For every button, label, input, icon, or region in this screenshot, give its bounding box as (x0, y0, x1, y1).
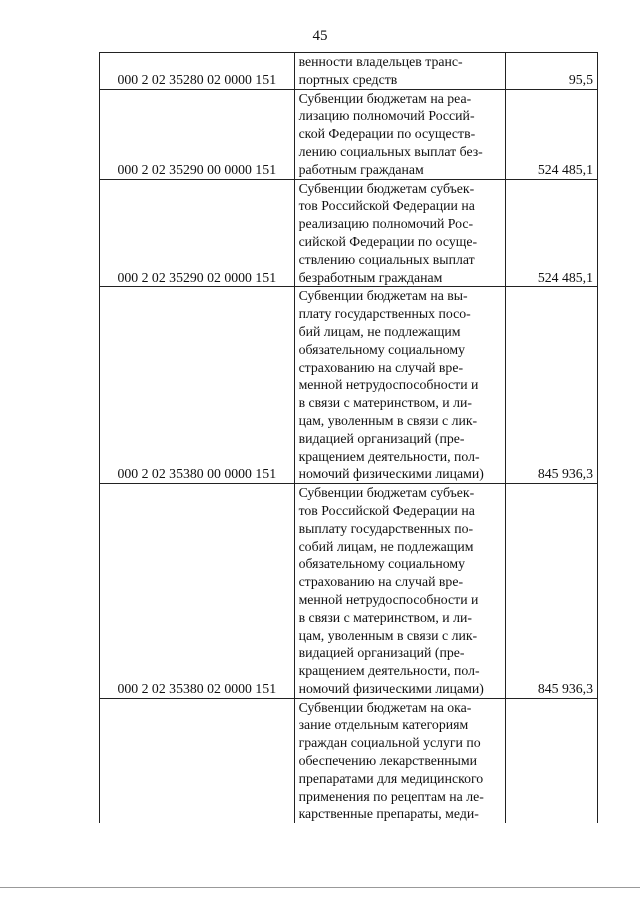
description-line: видацией организаций (пре- (298, 645, 465, 661)
description-line: тов Российской Федерации на (298, 198, 475, 214)
amount-cell: 524 485,1 (506, 179, 598, 287)
table-body (100, 53, 598, 824)
description-line: ствлению социальных выплат (298, 251, 475, 267)
description-line: обязательному социальному (298, 556, 465, 572)
classification-code-cell: 000 2 02 35380 02 0000 151 (100, 484, 295, 699)
amount-cell: 95,5 (506, 53, 598, 90)
description-line: граждан социальной услуги по (298, 735, 481, 751)
amount-cell: 845 936,3 (506, 287, 598, 484)
description-line: бий лицам, не подлежащим (298, 323, 461, 339)
budget-revenue-table (99, 52, 598, 823)
description-line: страхованию на случай вре- (298, 574, 464, 590)
amount-cell: 524 485,1 (506, 89, 598, 179)
description-cell (294, 179, 506, 287)
description-line: ской Федерации по осуществ- (298, 126, 476, 142)
description-line: плату государственных посо- (298, 306, 471, 322)
description-line: менной нетрудоспособности и (298, 377, 479, 393)
amount-cell: 845 936,3 (506, 484, 598, 699)
description-line: сийской Федерации по осуще- (298, 233, 478, 249)
table-row (100, 89, 598, 179)
description-line: в связи с материнством, и ли- (298, 395, 472, 411)
table-row (100, 698, 598, 823)
description-cell (294, 89, 506, 179)
classification-code-cell: 000 2 02 35290 00 0000 151 (100, 89, 295, 179)
description-line: тов Российской Федерации на (298, 502, 475, 518)
description-cell (294, 484, 506, 699)
classification-code-cell: 000 2 02 35280 02 0000 151 (100, 53, 295, 90)
description-line: венности владельцев транс- (298, 54, 463, 69)
description-line: применения по рецептам на ле- (298, 788, 484, 804)
description-line: работным гражданам (298, 161, 424, 177)
description-cell (294, 698, 506, 823)
table-row (100, 179, 598, 287)
description-line: кращением деятельности, пол- (298, 663, 480, 679)
description-line: Субвенции бюджетам на вы- (298, 288, 468, 304)
description-line: цам, уволенным в связи с лик- (298, 412, 478, 428)
description-line: реализацию полномочий Рос- (298, 216, 474, 232)
description-line: лизацию полномочий Россий- (298, 108, 475, 124)
description-line: безработным гражданам (298, 269, 443, 285)
description-line: Субвенции бюджетам субъек- (298, 485, 475, 501)
description-line: кращением деятельности, пол- (298, 448, 480, 464)
description-line: препаратами для медицинского (298, 770, 484, 786)
description-line: страхованию на случай вре- (298, 359, 464, 375)
description-line: Субвенции бюджетам на реа- (298, 90, 472, 106)
description-line: лению социальных выплат без- (298, 143, 483, 159)
table-row (100, 484, 598, 699)
classification-code-cell (100, 698, 295, 823)
page-bottom-divider (0, 887, 640, 888)
classification-code-cell: 000 2 02 35380 00 0000 151 (100, 287, 295, 484)
table-row (100, 287, 598, 484)
description-line: зание отдельным категориям (298, 717, 469, 733)
description-line: карственные препараты, меди- (298, 806, 479, 822)
description-line: в связи с материнством, и ли- (298, 609, 472, 625)
description-line: цам, уволенным в связи с лик- (298, 627, 478, 643)
classification-code-cell: 000 2 02 35290 02 0000 151 (100, 179, 295, 287)
description-line: видацией организаций (пре- (298, 430, 465, 446)
page-number: 45 (312, 28, 328, 44)
description-line: Субвенции бюджетам субъек- (298, 180, 475, 196)
description-line: обеспечению лекарственными (298, 753, 478, 769)
table-row (100, 53, 598, 90)
description-line: портных средств (298, 71, 398, 87)
description-line: номочий физическими лицами) (298, 680, 484, 696)
amount-cell (506, 698, 598, 823)
description-line: обязательному социальному (298, 341, 465, 357)
description-line: собий лицам, не подлежащим (298, 538, 474, 554)
description-line: Субвенции бюджетам на ока- (298, 699, 472, 715)
description-cell (294, 53, 506, 90)
description-line: менной нетрудоспособности и (298, 591, 479, 607)
description-line: выплату государственных по- (298, 520, 474, 536)
description-cell (294, 287, 506, 484)
description-line: номочий физическими лицами) (298, 466, 484, 482)
